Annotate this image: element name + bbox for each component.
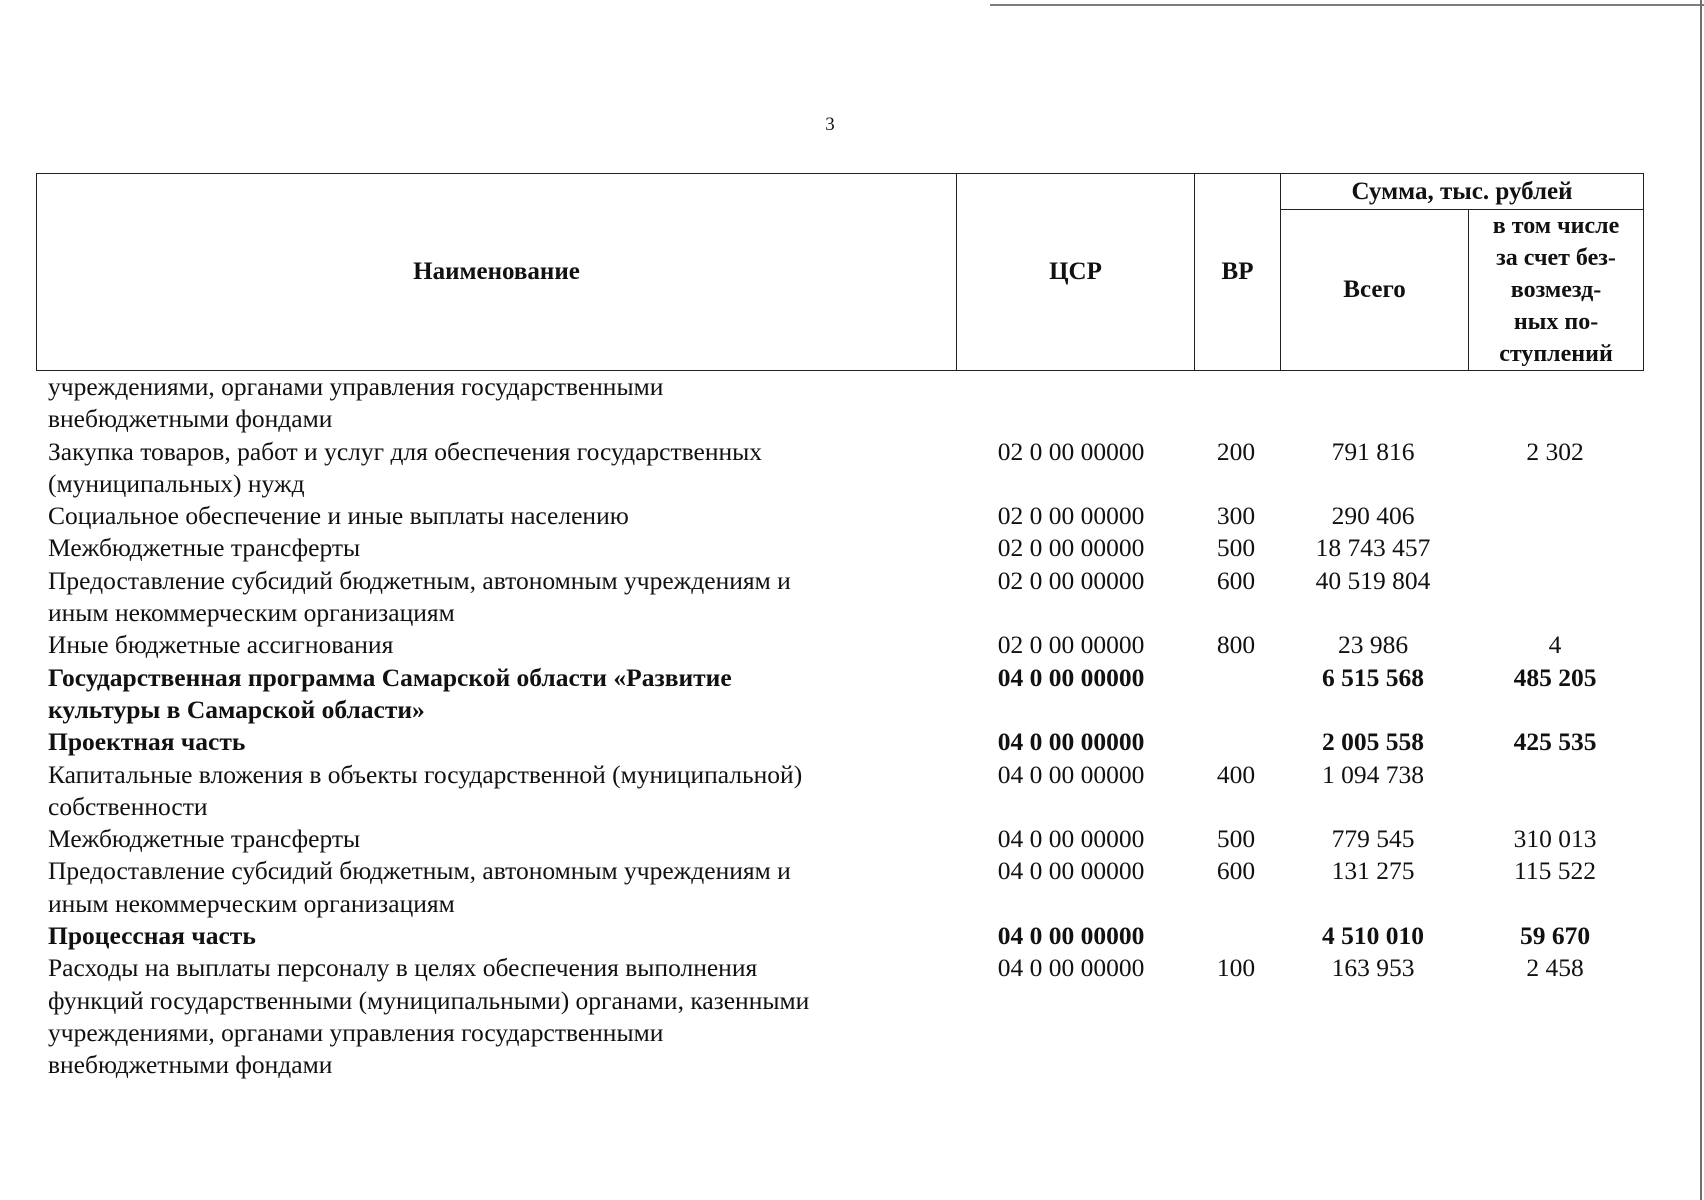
header-grant-line: ных по- (1513, 309, 1599, 335)
row-vr: 400 (1216, 759, 1256, 789)
row-grant: 2 458 (1526, 953, 1584, 983)
row-csr (956, 371, 1186, 403)
row-name-line: собственности (48, 791, 208, 821)
row-csr: 02 0 00 00000 (997, 501, 1145, 531)
row-name-line: учреждениями, органами управления государственными (48, 372, 664, 401)
header-grant-line: в том числе (1492, 213, 1620, 239)
row-name-line: Расходы на выплаты персоналу в целях обеспечения выполнения (48, 953, 758, 983)
row-name (48, 565, 948, 630)
table-row (0, 952, 1704, 1081)
row-name-line: Государственная программа Самарской области «Развитие (48, 662, 732, 692)
row-total: 23 986 (1337, 630, 1409, 660)
row-grant (1468, 532, 1642, 564)
table-row (0, 500, 1704, 532)
row-vr (1194, 371, 1278, 403)
row-csr: 04 0 00 00000 (997, 856, 1145, 886)
table-body (0, 371, 1704, 1082)
row-name (48, 532, 948, 564)
row-total: 1 094 738 (1322, 759, 1424, 789)
row-name (48, 436, 948, 501)
row-name (48, 500, 948, 532)
table-row (0, 532, 1704, 564)
row-total: 779 545 (1331, 824, 1415, 854)
row-name-line: культуры в Самарской области» (48, 694, 425, 724)
row-name-line: внебюджетными фондами (48, 404, 333, 434)
header-grant-line: возмезд- (1510, 277, 1602, 303)
row-name-line: Предоставление субсидий бюджетным, автономным учреждениям и (48, 856, 791, 886)
row-vr: 500 (1216, 824, 1256, 854)
row-name-line: иным некоммерческим организациям (48, 888, 455, 918)
row-vr: 500 (1216, 533, 1256, 563)
row-csr: 02 0 00 00000 (997, 436, 1145, 466)
row-name-line: Проектная часть (48, 727, 246, 757)
row-csr: 04 0 00 00000 (997, 759, 1145, 789)
row-csr: 04 0 00 00000 (997, 953, 1145, 983)
table-row (0, 371, 1704, 436)
row-csr: 02 0 00 00000 (997, 533, 1145, 563)
row-vr: 100 (1216, 953, 1256, 983)
row-vr (1194, 662, 1278, 694)
row-vr: 800 (1216, 630, 1256, 660)
row-name (48, 371, 948, 436)
row-csr: 02 0 00 00000 (997, 630, 1145, 660)
header-name: Наименование (37, 174, 957, 371)
header-vr: ВР (1195, 174, 1281, 371)
row-vr: 600 (1216, 565, 1256, 595)
row-vr (1194, 726, 1278, 758)
row-total: 6 515 568 (1322, 662, 1424, 692)
row-total: 2 005 558 (1322, 727, 1424, 757)
table-row (0, 855, 1704, 920)
scan-edge-top (990, 4, 1704, 6)
row-name (48, 662, 948, 727)
row-grant (1468, 371, 1642, 403)
row-csr: 04 0 00 00000 (997, 662, 1145, 692)
header-grant-line: ступлений (1499, 341, 1613, 367)
table-row (0, 759, 1704, 824)
table-row (0, 823, 1704, 855)
row-csr: 02 0 00 00000 (997, 565, 1145, 595)
row-csr: 04 0 00 00000 (997, 824, 1145, 854)
row-name (48, 629, 948, 661)
row-name-line: Социальное обеспечение и иные выплаты населению (48, 501, 629, 531)
row-total (1280, 371, 1466, 403)
row-name-line: Закупка товаров, работ и услуг для обеспечения государственных (48, 436, 763, 466)
header-grant-line: за счет без- (1496, 245, 1616, 271)
row-name-line: Предоставление субсидий бюджетным, автономным учреждениям и (48, 565, 791, 595)
table-row (0, 436, 1704, 501)
row-name (48, 759, 948, 824)
row-name (48, 920, 948, 952)
row-total: 4 510 010 (1322, 921, 1424, 951)
row-vr (1194, 920, 1278, 952)
row-name-line: Капитальные вложения в объекты государственной (муниципальной) (48, 759, 803, 789)
row-grant: 2 302 (1526, 436, 1584, 466)
row-grant (1468, 500, 1642, 532)
row-name-line: (муниципальных) нужд (48, 468, 305, 498)
header-total: Всего (1281, 210, 1469, 371)
row-vr: 600 (1216, 856, 1256, 886)
row-grant (1468, 759, 1642, 791)
row-name-line: учреждениями, органами управления государственными (48, 1017, 664, 1047)
row-total: 163 953 (1331, 953, 1415, 983)
table-header (36, 173, 1644, 371)
row-grant: 59 670 (1519, 921, 1591, 951)
row-grant: 310 013 (1513, 824, 1597, 854)
row-name (48, 952, 948, 1081)
table-row (0, 920, 1704, 952)
row-csr: 04 0 00 00000 (997, 921, 1145, 951)
row-grant: 425 535 (1513, 727, 1597, 757)
row-grant: 115 522 (1514, 856, 1596, 886)
header-csr: ЦСР (957, 174, 1195, 371)
table-row (0, 629, 1704, 661)
row-name-line: Процессная часть (48, 921, 256, 951)
row-total: 290 406 (1331, 501, 1415, 531)
row-vr: 300 (1216, 501, 1256, 531)
row-total: 791 816 (1331, 436, 1415, 466)
row-grant: 4 (1548, 630, 1562, 660)
row-name (48, 855, 948, 920)
page-number: 3 (825, 114, 835, 135)
row-name (48, 823, 948, 855)
header-grant (1469, 210, 1644, 371)
row-name (48, 726, 948, 758)
row-name-line: Иные бюджетные ассигнования (48, 630, 394, 660)
row-total: 40 519 804 (1315, 565, 1431, 595)
table-row (0, 662, 1704, 727)
row-name-line: функций государственными (муниципальными) органами, казенными (48, 985, 810, 1015)
header-sum-group: Сумма, тыс. рублей (1281, 174, 1644, 210)
row-grant: 485 205 (1513, 662, 1597, 692)
table-row (0, 726, 1704, 758)
row-total: 131 275 (1331, 856, 1415, 886)
row-vr: 200 (1216, 436, 1256, 466)
row-name-line: внебюджетными фондами (48, 1050, 333, 1080)
row-csr: 04 0 00 00000 (997, 727, 1145, 757)
row-grant (1468, 565, 1642, 597)
row-name-line: Межбюджетные трансферты (48, 533, 361, 563)
row-name-line: иным некоммерческим организациям (48, 598, 455, 628)
table-row (0, 565, 1704, 630)
row-total: 18 743 457 (1315, 533, 1431, 563)
row-name-line: Межбюджетные трансферты (48, 824, 361, 854)
